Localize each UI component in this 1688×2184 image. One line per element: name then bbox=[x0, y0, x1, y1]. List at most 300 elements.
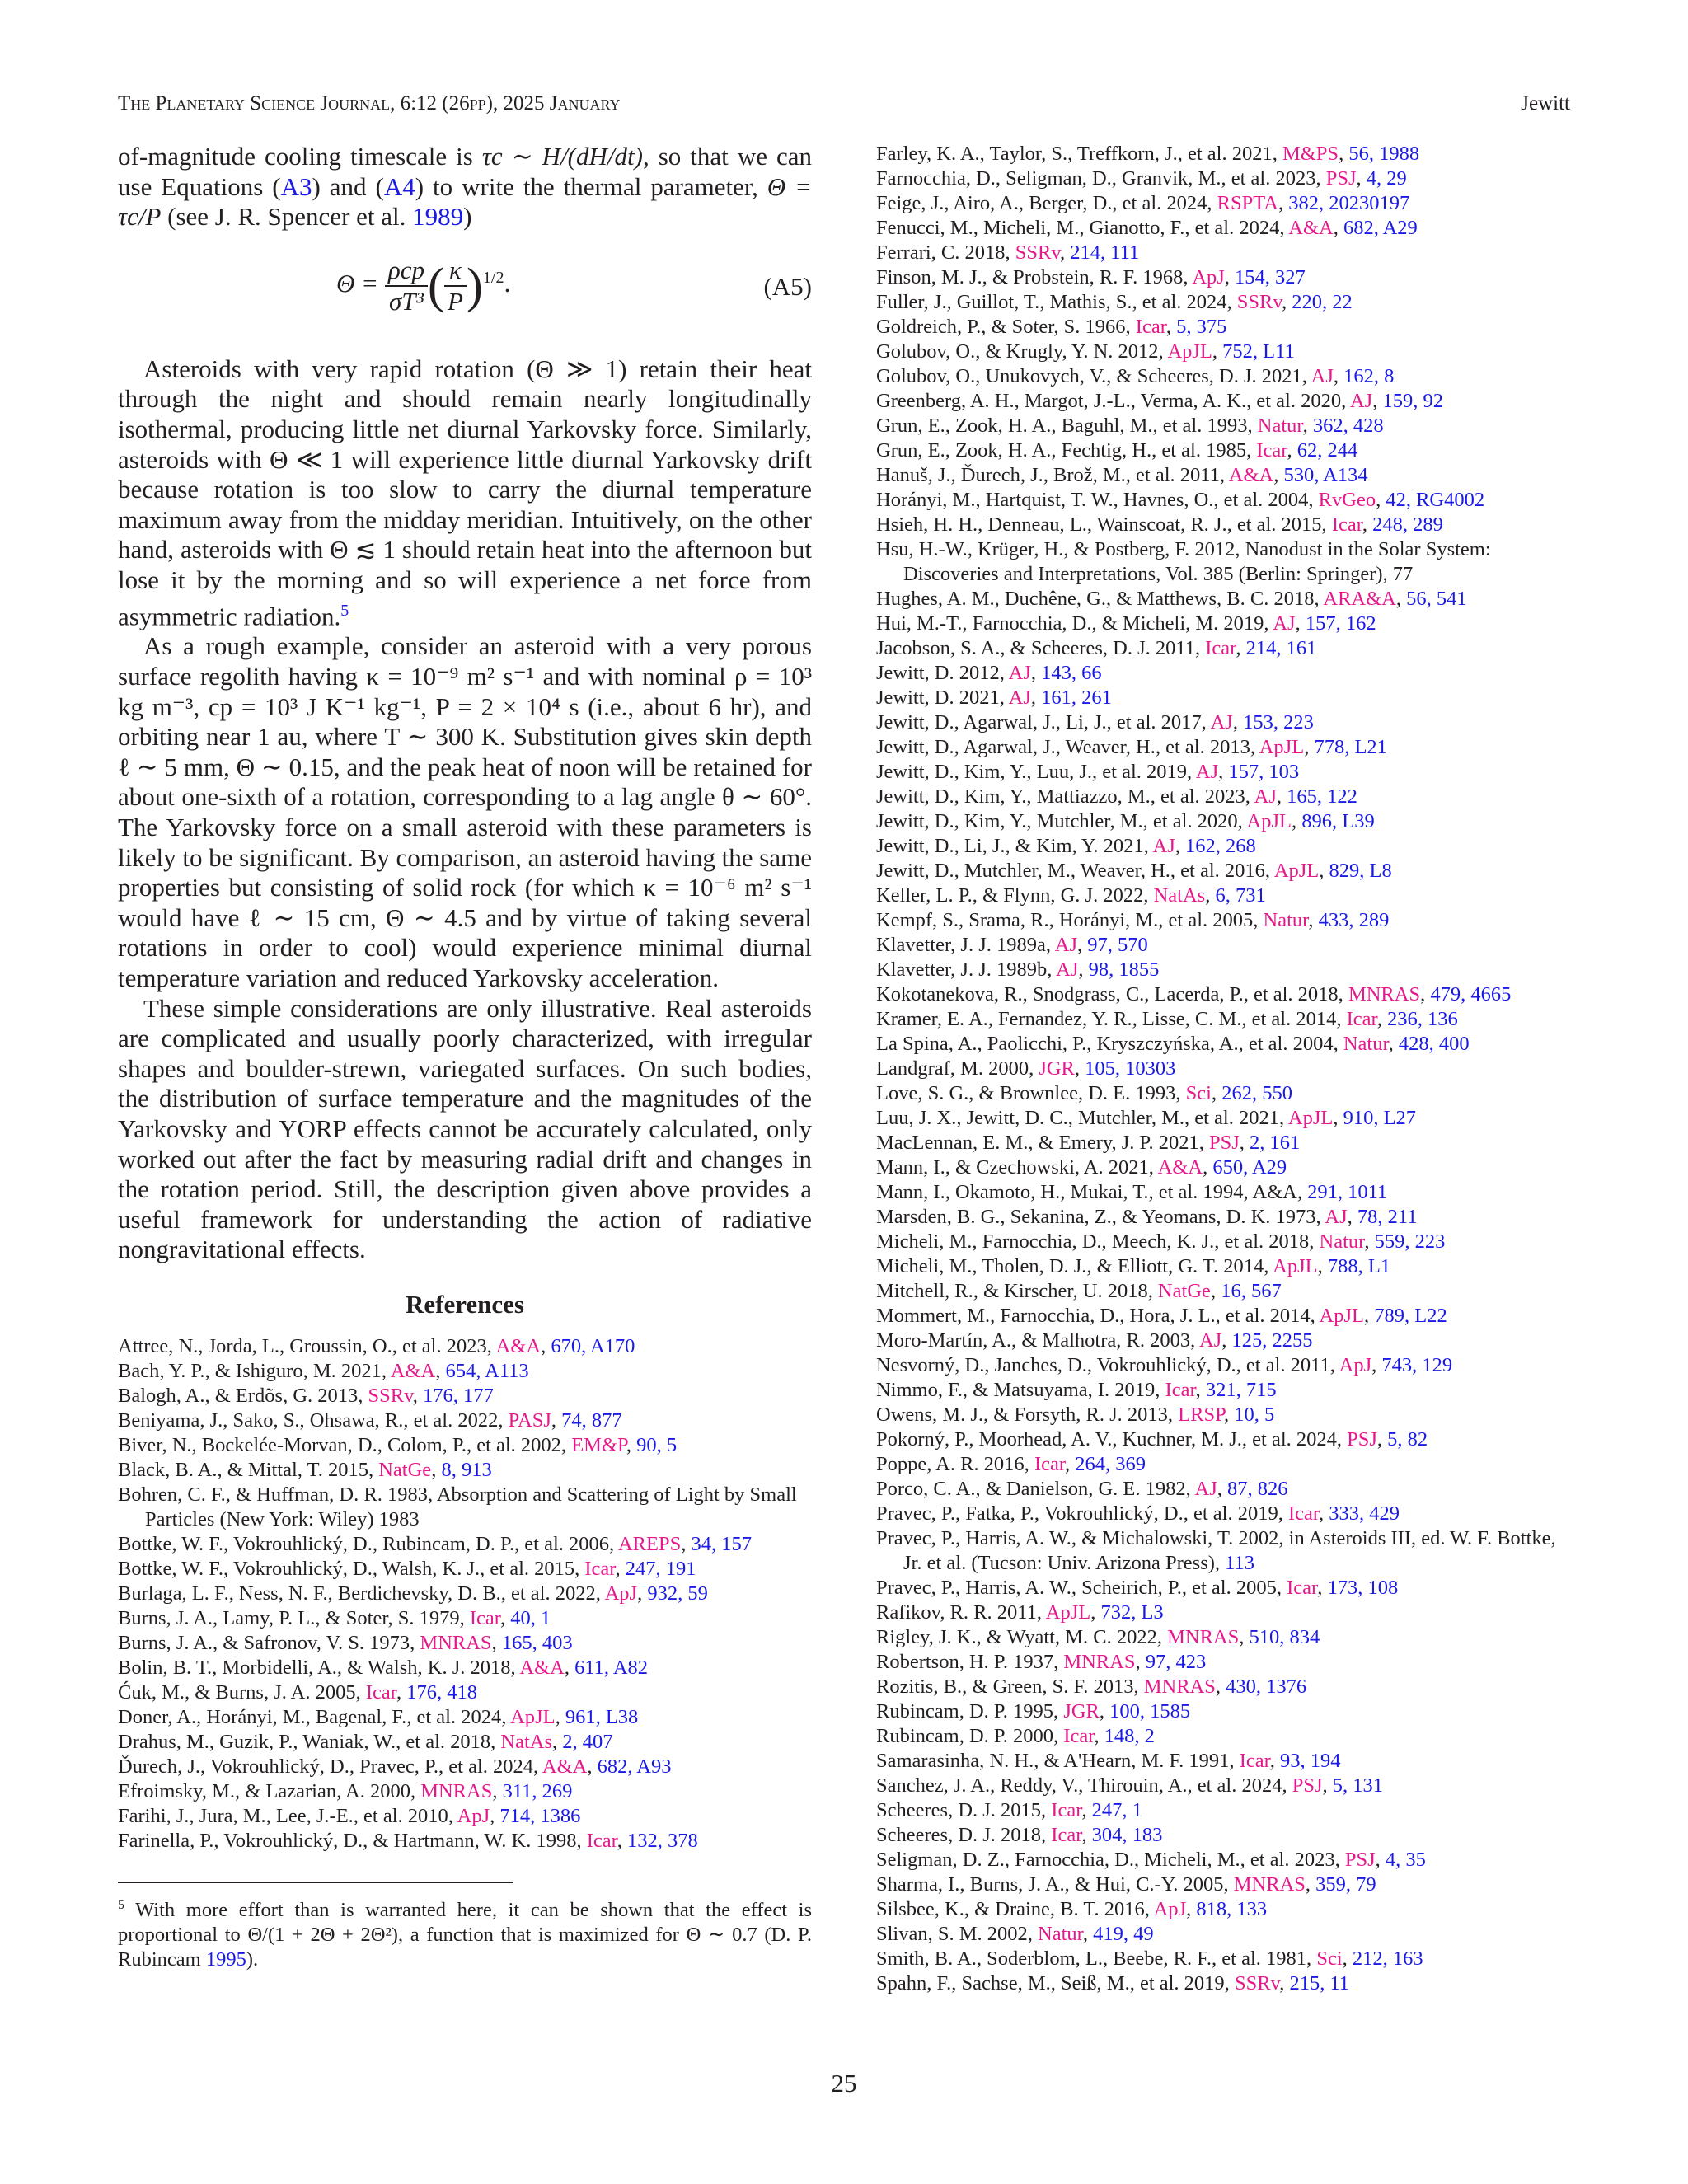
reference-authors: Love, S. G., & Brownlee, D. E. 1993, bbox=[876, 1082, 1186, 1104]
reference-entry: Rafikov, R. R. 2011, ApJL, 732, L3 bbox=[876, 1601, 1164, 1624]
reference-entry: Samarasinha, N. H., & A'Hearn, M. F. 1991, Icar, 93, 194 bbox=[876, 1750, 1341, 1772]
reference-journal-link[interactable]: M&PS bbox=[1282, 143, 1339, 165]
reference-volume-link[interactable]: 896, L39 bbox=[1301, 810, 1375, 832]
reference-journal-link[interactable]: ApJ bbox=[1153, 1898, 1187, 1920]
reference-volume-link[interactable]: 212, 163 bbox=[1352, 1947, 1423, 1970]
reference-volume-link[interactable]: 173, 108 bbox=[1327, 1577, 1399, 1599]
reference-entry: Jewitt, D. 2021, AJ, 161, 261 bbox=[876, 687, 1112, 709]
reference-entry bbox=[118, 1483, 812, 1532]
reference-journal-link[interactable]: Sci bbox=[1316, 1947, 1343, 1970]
reference-entry: Jewitt, D., Kim, Y., Mutchler, M., et al. 2020, ApJL, 896, L39 bbox=[876, 810, 1375, 832]
reference-authors: Hsu, H.-W., Krüger, H., & Postberg, F. 2012, Nanodust in the Solar System: Discoveries and Interpretations, Vol. 385 (Berlin: Springer), 77 bbox=[876, 538, 1491, 585]
reference-journal-link[interactable]: Natur bbox=[1343, 1033, 1389, 1055]
reference-authors: Efroimsky, M., & Lazarian, A. 2000, bbox=[118, 1779, 421, 1802]
reference-authors: Jewitt, D., Kim, Y., Luu, J., et al. 2019, bbox=[876, 761, 1196, 783]
reference-authors: Kramer, E. A., Fernandez, Y. R., Lisse, C. M., et al. 2014, bbox=[876, 1008, 1347, 1030]
reference-entry: Kokotanekova, R., Snodgrass, C., Lacerda, P., et al. 2018, MNRAS, 479, 4665 bbox=[876, 983, 1512, 1005]
reference-authors: Jewitt, D., Kim, Y., Mutchler, M., et al. 2020, bbox=[876, 810, 1247, 832]
reference-authors: Jewitt, D., Li, J., & Kim, Y. 2021, bbox=[876, 835, 1153, 857]
reference-journal-link[interactable]: NatAs bbox=[500, 1730, 553, 1753]
reference-volume-link[interactable]: 479, 4665 bbox=[1430, 983, 1512, 1005]
equation-link-a3[interactable]: A3 bbox=[280, 171, 312, 201]
reference-authors: Farnocchia, D., Seligman, D., Granvik, M., et al. 2023, bbox=[876, 167, 1326, 190]
equation-a5 bbox=[118, 239, 812, 346]
reference-volume-link[interactable]: 248, 289 bbox=[1372, 513, 1443, 536]
reference-entry: Jewitt, D. 2012, AJ, 143, 66 bbox=[876, 662, 1102, 684]
reference-journal-link[interactable]: Icar bbox=[365, 1680, 396, 1704]
reference-entry: Farley, K. A., Taylor, S., Treffkorn, J., et al. 2021, M&PS, 56, 1988 bbox=[876, 143, 1420, 165]
reference-journal-link[interactable]: AREPS bbox=[617, 1532, 682, 1555]
reference-entry: Micheli, M., Farnocchia, D., Meech, K. J., et al. 2018, Natur, 559, 223 bbox=[876, 1230, 1446, 1253]
reference-authors: Black, B. A., & Mittal, T. 2015, bbox=[118, 1458, 379, 1481]
reference-volume-link[interactable]: 148, 2 bbox=[1104, 1725, 1155, 1747]
reference-volume-link[interactable]: 8, 913 bbox=[441, 1458, 492, 1481]
right-column bbox=[876, 142, 1570, 1996]
reference-entry: Moro-Martín, A., & Malhotra, R. 2003, AJ, 125, 2255 bbox=[876, 1329, 1313, 1352]
fraction-kappa-p: $\frac{\kappa}{P}$ bbox=[444, 255, 467, 316]
reference-volume-link[interactable]: 654, A113 bbox=[445, 1359, 529, 1382]
reference-volume-link[interactable]: 433, 289 bbox=[1318, 909, 1390, 931]
reference-authors: Moro-Martín, A., & Malhotra, R. 2003, bbox=[876, 1329, 1199, 1352]
reference-authors: Rubincam, D. P. 2000, bbox=[876, 1725, 1064, 1747]
reference-volume-link[interactable]: 359, 79 bbox=[1315, 1873, 1376, 1896]
reference-volume-link[interactable]: 510, 834 bbox=[1249, 1626, 1320, 1648]
paragraph-considerations: These simple considerations are only illustrative. Real asteroids are complicated and usually poorly characterized, with irregular shapes and boulder-strewn, variegated surfaces. On such bodies, the distribution of surface temperature and the magnitudes of the Yarkovsky and YORP effects cannot be accurately calculated, only worked out after the fact by measuring radial drift and changes in the rotation period. Still, the description given above provides a useful framework for understanding the action of radiative nongravitational effects. bbox=[118, 993, 812, 1264]
reference-journal-link[interactable]: A&A bbox=[495, 1334, 542, 1357]
reference-authors: Golubov, O., Unukovych, V., & Scheeres, D. J. 2021, bbox=[876, 365, 1311, 387]
reference-journal-link[interactable]: MNRAS bbox=[1167, 1626, 1240, 1648]
reference-journal-link[interactable]: JGR bbox=[1063, 1700, 1100, 1722]
reference-journal-link[interactable]: AJ bbox=[1008, 662, 1031, 684]
reference-volume-link[interactable]: 176, 418 bbox=[406, 1680, 477, 1704]
reference-volume-link[interactable]: 161, 261 bbox=[1041, 687, 1112, 709]
reference-journal-link[interactable]: A&A bbox=[390, 1359, 436, 1382]
reference-entry: Kramer, E. A., Fernandez, Y. R., Lisse, C. M., et al. 2014, Icar, 236, 136 bbox=[876, 1008, 1458, 1030]
reference-volume-link[interactable]: 157, 162 bbox=[1305, 612, 1376, 635]
reference-authors: Silsbee, K., & Draine, B. T. 2016, bbox=[876, 1898, 1154, 1920]
reference-authors: Bottke, W. F., Vokrouhlický, D., Walsh, K. J., et al. 2015, bbox=[118, 1557, 585, 1580]
reference-volume-link[interactable]: 74, 877 bbox=[561, 1408, 622, 1432]
reference-journal-link[interactable]: ApJ bbox=[457, 1804, 490, 1827]
reference-authors: Landgraf, M. 2000, bbox=[876, 1057, 1039, 1080]
reference-volume-link[interactable]: 214, 161 bbox=[1245, 637, 1317, 659]
reference-entry: Feige, J., Airo, A., Berger, D., et al. 2024, RSPTA, 382, 20230197 bbox=[876, 192, 1410, 214]
reference-volume-link[interactable]: 291, 1011 bbox=[1307, 1181, 1388, 1203]
reference-volume-link[interactable]: 154, 327 bbox=[1235, 266, 1306, 288]
reference-journal-link[interactable]: Natur bbox=[1319, 1230, 1365, 1253]
reference-journal-link[interactable]: SSRv bbox=[1234, 1972, 1280, 1994]
reference-volume-link[interactable]: 162, 8 bbox=[1343, 365, 1395, 387]
reference-journal-link[interactable]: PASJ bbox=[508, 1408, 551, 1432]
reference-authors: Pravec, P., Harris, A. W., & Michalowski, T. 2002, in Asteroids III, ed. W. F. Bottke, Jr. et al. (Tucson: Univ. Arizona Press), bbox=[876, 1527, 1556, 1574]
reference-journal-link[interactable]: Icar bbox=[1135, 316, 1166, 338]
reference-authors: Bach, Y. P., & Ishiguro, M. 2021, bbox=[118, 1359, 391, 1382]
reference-authors: Samarasinha, N. H., & A'Hearn, M. F. 1991, bbox=[876, 1750, 1240, 1772]
reference-entry: Mann, I., & Czechowski, A. 2021, A&A, 650, A29 bbox=[876, 1156, 1287, 1179]
reference-volume-link[interactable]: 153, 223 bbox=[1243, 711, 1314, 733]
reference-entry: Seligman, D. Z., Farnocchia, D., Micheli, M., et al. 2023, PSJ, 4, 35 bbox=[876, 1849, 1426, 1871]
reference-journal-link[interactable]: MNRAS bbox=[420, 1631, 492, 1654]
reference-journal-link[interactable]: MNRAS bbox=[1143, 1675, 1216, 1698]
reference-journal-link[interactable]: ApJL bbox=[1273, 860, 1320, 882]
reference-volume-link[interactable]: 714, 1386 bbox=[499, 1804, 581, 1827]
reference-journal-link[interactable]: A&A bbox=[519, 1656, 565, 1679]
reference-journal-link[interactable]: NatAs bbox=[1153, 884, 1206, 907]
reference-journal-link[interactable]: Icar bbox=[584, 1557, 616, 1580]
reference-journal-link[interactable]: MNRAS bbox=[420, 1779, 493, 1802]
reference-journal-link[interactable]: AJ bbox=[1349, 390, 1373, 412]
reference-authors: Burlaga, L. F., Ness, N. F., Berdichevsky, D. B., et al. 2022, bbox=[118, 1582, 605, 1605]
reference-volume-link[interactable]: 97, 423 bbox=[1145, 1651, 1207, 1673]
reference-volume-link[interactable]: 304, 183 bbox=[1091, 1824, 1163, 1846]
reference-journal-link[interactable]: AJ bbox=[1008, 687, 1031, 709]
reference-entry: Silsbee, K., & Draine, B. T. 2016, ApJ, 818, 133 bbox=[876, 1898, 1268, 1920]
reference-journal-link[interactable]: AJ bbox=[1311, 365, 1334, 387]
reference-volume-link[interactable]: 87, 826 bbox=[1227, 1478, 1288, 1500]
reference-journal-link[interactable]: LRSP bbox=[1178, 1404, 1225, 1426]
reference-authors: Beniyama, J., Sako, S., Ohsawa, R., et al. 2022, bbox=[118, 1408, 509, 1432]
reference-journal-link[interactable]: PSJ bbox=[1347, 1428, 1377, 1451]
reference-entry: Bach, Y. P., & Ishiguro, M. 2021, A&A, 654, A113 bbox=[118, 1359, 529, 1382]
reference-volume-link[interactable]: 165, 403 bbox=[501, 1631, 573, 1654]
reference-entry: Rozitis, B., & Green, S. F. 2013, MNRAS, 430, 1376 bbox=[876, 1675, 1307, 1698]
reference-authors: Greenberg, A. H., Margot, J.-L., Verma, A. K., et al. 2020, bbox=[876, 390, 1350, 412]
reference-authors: Sharma, I., Burns, J. A., & Hui, C.-Y. 2005, bbox=[876, 1873, 1234, 1896]
reference-authors: Farinella, P., Vokrouhlický, D., & Hartmann, W. K. 1998, bbox=[118, 1829, 587, 1852]
reference-authors: Hsieh, H. H., Denneau, L., Wainscoat, R. J., et al. 2015, bbox=[876, 513, 1332, 536]
reference-volume-link[interactable]: 236, 136 bbox=[1386, 1008, 1458, 1030]
reference-volume-link[interactable]: 93, 194 bbox=[1280, 1750, 1341, 1772]
reference-volume-link[interactable]: 176, 177 bbox=[423, 1384, 494, 1407]
reference-entry: Finson, M. J., & Probstein, R. F. 1968, ApJ, 154, 327 bbox=[876, 266, 1306, 288]
reference-volume-link[interactable]: 932, 59 bbox=[647, 1582, 708, 1605]
reference-journal-link[interactable]: ApJL bbox=[1273, 1255, 1318, 1277]
reference-volume-link[interactable]: 16, 567 bbox=[1221, 1280, 1282, 1302]
reference-volume-link[interactable]: 56, 541 bbox=[1406, 588, 1467, 610]
reference-authors: Hanuš, J., Ďurech, J., Brož, M., et al. 2011, bbox=[876, 464, 1229, 486]
reference-authors: Sanchez, J. A., Reddy, V., Thirouin, A., et al. 2024, bbox=[876, 1774, 1292, 1797]
reference-journal-link[interactable]: Icar bbox=[1051, 1824, 1082, 1846]
reference-authors: Rubincam, D. P. 1995, bbox=[876, 1700, 1064, 1722]
reference-authors: Rigley, J. K., & Wyatt, M. C. 2022, bbox=[876, 1626, 1168, 1648]
reference-entry bbox=[876, 1180, 1570, 1205]
reference-volume-link[interactable]: 333, 429 bbox=[1329, 1502, 1400, 1525]
reference-entry: Smith, B. A., Soderblom, L., Beebe, R. F., et al. 1981, Sci, 212, 163 bbox=[876, 1947, 1423, 1970]
reference-authors: Burns, J. A., & Safronov, V. S. 1973, bbox=[118, 1631, 420, 1654]
reference-journal-link[interactable]: Icar bbox=[1205, 637, 1236, 659]
reference-authors: Jewitt, D., Mutchler, M., Weaver, H., et al. 2016, bbox=[876, 860, 1274, 882]
reference-volume-link[interactable]: 90, 5 bbox=[636, 1433, 678, 1456]
reference-entry bbox=[876, 1526, 1570, 1576]
reference-entry: Bottke, W. F., Vokrouhlický, D., Rubincam, D. P., et al. 2006, AREPS, 34, 157 bbox=[118, 1532, 752, 1555]
reference-authors: Spahn, F., Sachse, M., Seiß, M., et al. 2019, bbox=[876, 1972, 1235, 1994]
reference-journal-link[interactable]: Icar bbox=[1346, 1008, 1377, 1030]
reference-authors: Ďurech, J., Vokrouhlický, D., Pravec, P., et al. 2024, bbox=[118, 1755, 542, 1778]
reference-authors: MacLennan, E. M., & Emery, J. P. 2021, bbox=[876, 1132, 1209, 1154]
reference-volume-link[interactable]: 220, 22 bbox=[1292, 291, 1353, 313]
reference-journal-link[interactable]: ApJL bbox=[1246, 810, 1292, 832]
reference-authors: Feige, J., Airo, A., Berger, D., et al. 2024, bbox=[876, 192, 1217, 214]
reference-entry: Burlaga, L. F., Ness, N. F., Berdichevsky, D. B., et al. 2022, ApJ, 932, 59 bbox=[118, 1582, 708, 1605]
reference-volume-link[interactable]: 4, 35 bbox=[1385, 1849, 1426, 1871]
reference-entry: Ferrari, C. 2018, SSRv, 214, 111 bbox=[876, 241, 1140, 264]
reference-entry: Owens, M. J., & Forsyth, R. J. 2013, LRSP, 10, 5 bbox=[876, 1404, 1275, 1426]
reference-journal-link[interactable]: PSJ bbox=[1325, 167, 1357, 190]
reference-volume-link[interactable]: 732, L3 bbox=[1100, 1601, 1164, 1624]
reference-entry: Efroimsky, M., & Lazarian, A. 2000, MNRAS, 311, 269 bbox=[118, 1779, 573, 1802]
reference-journal-link[interactable]: Icar bbox=[1287, 1577, 1318, 1599]
reference-journal-link[interactable]: SSRv bbox=[1236, 291, 1282, 313]
reference-authors: Jewitt, D. 2012, bbox=[876, 662, 1009, 684]
reference-volume-link[interactable]: 159, 92 bbox=[1382, 390, 1443, 412]
reference-volume-link[interactable]: 5, 375 bbox=[1176, 316, 1227, 338]
tau-expression: τc ∼ H/(dH/dt) bbox=[481, 142, 643, 171]
reference-volume-link[interactable]: 778, L21 bbox=[1314, 736, 1387, 758]
reference-journal-link[interactable]: MNRAS bbox=[1348, 983, 1421, 1005]
reference-volume-link[interactable]: 132, 378 bbox=[627, 1829, 698, 1852]
reference-entry: La Spina, A., Paolicchi, P., Kryszczyńska, A., et al. 2004, Natur, 428, 400 bbox=[876, 1033, 1470, 1055]
reference-journal-link[interactable]: A&A bbox=[1288, 217, 1334, 239]
reference-authors: Goldreich, P., & Soter, S. 1966, bbox=[876, 316, 1136, 338]
reference-authors: Bottke, W. F., Vokrouhlický, D., Rubincam, D. P., et al. 2006, bbox=[118, 1532, 618, 1555]
reference-journal-link[interactable]: ApJL bbox=[1045, 1601, 1091, 1624]
reference-journal-link[interactable]: ApJL bbox=[1167, 340, 1212, 363]
reference-entry: Burns, J. A., & Safronov, V. S. 1973, MNRAS, 165, 403 bbox=[118, 1631, 573, 1654]
reference-journal-link[interactable]: AJ bbox=[1056, 958, 1079, 981]
reference-volume-link[interactable]: 162, 268 bbox=[1185, 835, 1256, 857]
reference-volume-link[interactable]: 682, A93 bbox=[597, 1755, 672, 1778]
reference-journal-link[interactable]: MNRAS bbox=[1063, 1651, 1136, 1673]
footnote-mark: 5 bbox=[118, 1897, 124, 1912]
reference-volume-link[interactable]: 125, 2255 bbox=[1231, 1329, 1313, 1352]
equation-link-a4[interactable]: A4 bbox=[383, 171, 415, 201]
reference-authors: Jewitt, D., Agarwal, J., Li, J., et al. 2017, bbox=[876, 711, 1211, 733]
reference-volume-link[interactable]: 743, 129 bbox=[1381, 1354, 1453, 1376]
reference-entry: Slivan, S. M. 2002, Natur, 419, 49 bbox=[876, 1923, 1154, 1945]
reference-journal-link[interactable]: ApJL bbox=[1259, 736, 1305, 758]
reference-authors: Jewitt, D., Agarwal, J., Weaver, H., et al. 2013, bbox=[876, 736, 1259, 758]
reference-volume-link[interactable]: 247, 191 bbox=[625, 1557, 696, 1580]
reference-entry: Ďurech, J., Vokrouhlický, D., Pravec, P., et al. 2024, A&A, 682, A93 bbox=[118, 1755, 672, 1778]
reference-entry: Pokorný, P., Moorhead, A. V., Kuchner, M. J., et al. 2024, PSJ, 5, 82 bbox=[876, 1428, 1428, 1451]
reference-journal-link[interactable]: ApJ bbox=[604, 1582, 638, 1605]
reference-volume-link[interactable]: 530, A134 bbox=[1283, 464, 1368, 486]
reference-volume-link[interactable]: 419, 49 bbox=[1093, 1923, 1154, 1945]
reference-volume-link[interactable]: 157, 103 bbox=[1228, 761, 1300, 783]
reference-entry: Fenucci, M., Micheli, M., Gianotto, F., et al. 2024, A&A, 682, A29 bbox=[876, 217, 1418, 239]
reference-journal-link[interactable]: Icar bbox=[586, 1829, 617, 1852]
reference-volume-link[interactable]: 788, L1 bbox=[1327, 1255, 1391, 1277]
reference-journal-link[interactable]: EM&P bbox=[571, 1433, 626, 1456]
paragraph-rotation: Asteroids with very rapid rotation (Θ ≫ 1) retain their heat through the night and should remain nearly longitudinally isothermal, producing little net diurnal Yarkovsky force. Similarly, asteroids with Θ ≪ 1 will experience little diurnal Yarkovsky drift because rotation is too slow to carry the diurnal temperature maximum away from the midday meridian. Intuitively, on the other hand, asteroids with Θ ≲ 1 should retain heat into the afternoon but lose it by the morning and so will experience a net force from asymmetric radiation.$^5$ bbox=[118, 354, 812, 630]
reference-journal-link[interactable]: AJ bbox=[1195, 761, 1219, 783]
reference-volume-link[interactable]: 611, A82 bbox=[574, 1656, 649, 1679]
reference-volume-link[interactable]: 910, L27 bbox=[1343, 1107, 1417, 1129]
reference-volume-link[interactable]: 100, 1585 bbox=[1109, 1700, 1191, 1722]
reference-volume-link[interactable]: 113 bbox=[1225, 1552, 1255, 1574]
reference-volume-link[interactable]: 165, 122 bbox=[1287, 785, 1357, 808]
reference-journal-link[interactable]: AJ bbox=[1198, 1329, 1222, 1352]
reference-journal-link[interactable]: Icar bbox=[1034, 1453, 1066, 1475]
reference-entry: Hsieh, H. H., Denneau, L., Wainscoat, R. J., et al. 2015, Icar, 248, 289 bbox=[876, 513, 1443, 536]
reference-volume-link[interactable]: 42, RG4002 bbox=[1386, 489, 1485, 511]
reference-journal-link[interactable]: ApJ bbox=[1339, 1354, 1372, 1376]
reference-journal-link[interactable]: Natur bbox=[1038, 1923, 1083, 1945]
reference-journal-link[interactable]: Icar bbox=[1165, 1379, 1196, 1401]
reference-volume-link[interactable]: 818, 133 bbox=[1196, 1898, 1268, 1920]
reference-volume-link[interactable]: 428, 400 bbox=[1398, 1033, 1470, 1055]
reference-authors: Luu, J. X., Jewitt, D. C., Mutchler, M., et al. 2021, bbox=[876, 1107, 1288, 1129]
reference-journal-link[interactable]: ApJL bbox=[1319, 1305, 1364, 1327]
reference-authors: Klavetter, J. J. 1989b, bbox=[876, 958, 1057, 981]
reference-entry: Nesvorný, D., Janches, D., Vokrouhlický, D., et al. 2011, ApJ, 743, 129 bbox=[876, 1354, 1453, 1376]
reference-authors: Mann, I., & Czechowski, A. 2021, bbox=[876, 1156, 1158, 1179]
reference-journal-link[interactable]: PSJ bbox=[1208, 1132, 1240, 1154]
reference-journal-link[interactable]: AJ bbox=[1152, 835, 1175, 857]
reference-volume-link[interactable]: 789, L22 bbox=[1374, 1305, 1447, 1327]
equation-expression: Θ = $\frac{\text{ρcp}}{\text{σT³}}$ ( $\frac{\kappa}{P}$ )$^{1/2}$. bbox=[336, 255, 511, 316]
reference-volume-link[interactable]: 5, 131 bbox=[1332, 1774, 1384, 1797]
reference-volume-link[interactable]: 97, 570 bbox=[1087, 934, 1148, 956]
reference-journal-link[interactable]: RvGeo bbox=[1318, 489, 1376, 511]
reference-volume-link[interactable]: 961, L38 bbox=[565, 1705, 639, 1728]
reference-volume-link[interactable]: 430, 1376 bbox=[1226, 1675, 1307, 1698]
reference-volume-link[interactable]: 752, L11 bbox=[1222, 340, 1295, 363]
reference-volume-link[interactable]: 10, 5 bbox=[1234, 1404, 1275, 1426]
reference-journal-link[interactable]: PSJ bbox=[1344, 1849, 1376, 1871]
reference-journal-link[interactable]: Icar bbox=[1331, 513, 1362, 536]
reference-journal-link[interactable]: PSJ bbox=[1292, 1774, 1323, 1797]
reference-authors: Scheeres, D. J. 2018, bbox=[876, 1824, 1052, 1846]
reference-journal-link[interactable]: Icar bbox=[1256, 439, 1287, 462]
reference-journal-link[interactable]: AJ bbox=[1325, 1206, 1348, 1228]
reference-entry: MacLennan, E. M., & Emery, J. P. 2021, PSJ, 2, 161 bbox=[876, 1132, 1301, 1154]
reference-journal-link[interactable]: AJ bbox=[1054, 934, 1077, 956]
reference-entry: Nimmo, F., & Matsuyama, I. 2019, Icar, 321, 715 bbox=[876, 1379, 1277, 1401]
reference-entry: Rigley, J. K., & Wyatt, M. C. 2022, MNRAS, 510, 834 bbox=[876, 1626, 1320, 1648]
reference-entry: Jewitt, D., Agarwal, J., Li, J., et al. 2017, AJ, 153, 223 bbox=[876, 711, 1314, 733]
reference-journal-link[interactable]: SSRv bbox=[1015, 241, 1061, 264]
reference-entry: Rubincam, D. P. 1995, JGR, 100, 1585 bbox=[876, 1700, 1191, 1722]
reference-volume-link[interactable]: 78, 211 bbox=[1357, 1206, 1418, 1228]
reference-authors: Drahus, M., Guzik, P., Waniak, W., et al. 2018, bbox=[118, 1730, 501, 1753]
reference-journal-link[interactable]: ApJL bbox=[510, 1705, 556, 1728]
reference-volume-link[interactable]: 311, 269 bbox=[502, 1779, 573, 1802]
reference-authors: Fenucci, M., Micheli, M., Gianotto, F., et al. 2024, bbox=[876, 217, 1289, 239]
reference-authors: Bolin, B. T., Morbidelli, A., & Walsh, K. J. 2018, bbox=[118, 1656, 520, 1679]
reference-volume-link[interactable]: 5, 82 bbox=[1387, 1428, 1428, 1451]
citation-spencer-1989[interactable]: 1989 bbox=[412, 202, 464, 232]
reference-volume-link[interactable]: 670, A170 bbox=[551, 1334, 635, 1357]
reference-volume-link[interactable]: 650, A29 bbox=[1212, 1156, 1287, 1179]
reference-entry: Hughes, A. M., Duchêne, G., & Matthews, B. C. 2018, ARA&A, 56, 541 bbox=[876, 588, 1467, 610]
journal-header: The Planetary Science Journal, 6:12 (26pp), 2025 January bbox=[118, 92, 621, 115]
reference-journal-link[interactable]: NatGe bbox=[378, 1458, 432, 1481]
reference-volume-link[interactable]: 264, 369 bbox=[1075, 1453, 1146, 1475]
reference-entry: Jewitt, D., Kim, Y., Luu, J., et al. 2019, AJ, 157, 103 bbox=[876, 761, 1300, 783]
reference-journal-link[interactable]: Icar bbox=[1063, 1725, 1095, 1747]
footnote-link-5[interactable]: 5 bbox=[340, 601, 349, 620]
reference-entry: Kempf, S., Srama, R., Horányi, M., et al. 2005, Natur, 433, 289 bbox=[876, 909, 1390, 931]
reference-authors: Attree, N., Jorda, L., Groussin, O., et al. 2023, bbox=[118, 1334, 496, 1357]
reference-volume-link[interactable]: 4, 29 bbox=[1366, 167, 1407, 190]
reference-entry: Burns, J. A., Lamy, P. L., & Soter, S. 1979, Icar, 40, 1 bbox=[118, 1606, 551, 1629]
reference-volume-link[interactable]: 215, 11 bbox=[1289, 1972, 1350, 1994]
citation-rubincam-1995[interactable]: 1995 bbox=[205, 1948, 246, 1971]
reference-volume-link[interactable]: 62, 244 bbox=[1296, 439, 1358, 462]
reference-volume-link[interactable]: 321, 715 bbox=[1205, 1379, 1277, 1401]
reference-journal-link[interactable]: AJ bbox=[1273, 612, 1296, 635]
reference-volume-link[interactable]: 2, 161 bbox=[1250, 1132, 1301, 1154]
reference-journal-link[interactable]: A&A bbox=[542, 1755, 588, 1778]
reference-journal-link[interactable]: AJ bbox=[1254, 785, 1277, 808]
reference-volume-link[interactable]: 247, 1 bbox=[1091, 1799, 1142, 1821]
reference-journal-link[interactable]: Natur bbox=[1257, 415, 1303, 437]
reference-journal-link[interactable]: AJ bbox=[1194, 1478, 1217, 1500]
reference-journal-link[interactable]: Icar bbox=[1239, 1750, 1270, 1772]
reference-authors: Doner, A., Horányi, M., Bagenal, F., et al. 2024, bbox=[118, 1705, 511, 1728]
reference-journal-link[interactable]: Icar bbox=[469, 1606, 500, 1629]
reference-volume-link[interactable]: 262, 550 bbox=[1221, 1082, 1292, 1104]
reference-authors: Nesvorný, D., Janches, D., Vokrouhlický, D., et al. 2011, bbox=[876, 1354, 1339, 1376]
references-list-left bbox=[118, 1334, 812, 1854]
reference-volume-link[interactable]: 105, 10303 bbox=[1085, 1057, 1176, 1080]
reference-volume-link[interactable]: 143, 66 bbox=[1041, 662, 1102, 684]
reference-authors: Slivan, S. M. 2002, bbox=[876, 1923, 1039, 1945]
reference-volume-link[interactable]: 40, 1 bbox=[510, 1606, 551, 1629]
reference-journal-link[interactable]: AJ bbox=[1210, 711, 1233, 733]
reference-entry: Greenberg, A. H., Margot, J.-L., Verma, A. K., et al. 2020, AJ, 159, 92 bbox=[876, 390, 1443, 412]
reference-journal-link[interactable]: JGR bbox=[1039, 1057, 1075, 1080]
reference-authors: Hughes, A. M., Duchêne, G., & Matthews, B. C. 2018, bbox=[876, 588, 1324, 610]
reference-journal-link[interactable]: ARA&A bbox=[1323, 588, 1396, 610]
reference-journal-link[interactable]: Sci bbox=[1185, 1082, 1212, 1104]
reference-volume-link[interactable]: 682, A29 bbox=[1343, 217, 1418, 239]
reference-entry: Luu, J. X., Jewitt, D. C., Mutchler, M., et al. 2021, ApJL, 910, L27 bbox=[876, 1107, 1417, 1129]
reference-authors: Micheli, M., Tholen, D. J., & Elliott, G. T. 2014, bbox=[876, 1255, 1273, 1277]
reference-volume-link[interactable]: 34, 157 bbox=[691, 1532, 752, 1555]
reference-entry: Doner, A., Horányi, M., Bagenal, F., et al. 2024, ApJL, 961, L38 bbox=[118, 1705, 639, 1728]
reference-volume-link[interactable]: 98, 1855 bbox=[1088, 958, 1160, 981]
reference-journal-link[interactable]: A&A bbox=[1157, 1156, 1203, 1179]
reference-authors: Nimmo, F., & Matsuyama, I. 2019, bbox=[876, 1379, 1165, 1401]
reference-volume-link[interactable]: 829, L8 bbox=[1329, 860, 1392, 882]
reference-volume-link[interactable]: 362, 428 bbox=[1312, 415, 1384, 437]
reference-journal-link[interactable]: RSPTA bbox=[1217, 192, 1278, 214]
reference-journal-link[interactable]: ApJ bbox=[1192, 266, 1225, 288]
reference-volume-link[interactable]: 382, 20230197 bbox=[1288, 192, 1410, 214]
reference-journal-link[interactable]: Icar bbox=[1287, 1502, 1320, 1525]
reference-entry: Ćuk, M., & Burns, J. A. 2005, Icar, 176, 418 bbox=[118, 1680, 477, 1704]
reference-journal-link[interactable]: Icar bbox=[1051, 1799, 1082, 1821]
reference-volume-link[interactable]: 214, 111 bbox=[1070, 241, 1140, 264]
reference-journal-link[interactable]: ApJL bbox=[1287, 1107, 1334, 1129]
reference-authors: Poppe, A. R. 2016, bbox=[876, 1453, 1034, 1475]
reference-journal-link[interactable]: NatGe bbox=[1157, 1280, 1211, 1302]
reference-entry: Balogh, A., & Erdõs, G. 2013, SSRv, 176, 177 bbox=[118, 1384, 494, 1407]
reference-volume-link[interactable]: 559, 223 bbox=[1374, 1230, 1446, 1253]
reference-authors: Jacobson, S. A., & Scheeres, D. J. 2011, bbox=[876, 637, 1206, 659]
reference-volume-link[interactable]: 2, 407 bbox=[562, 1730, 613, 1753]
reference-journal-link[interactable]: Natur bbox=[1263, 909, 1309, 931]
reference-authors: Keller, L. P., & Flynn, G. J. 2022, bbox=[876, 884, 1154, 907]
reference-journal-link[interactable]: A&A bbox=[1228, 464, 1274, 486]
reference-volume-link[interactable]: 56, 1988 bbox=[1348, 143, 1420, 165]
reference-journal-link[interactable]: MNRAS bbox=[1233, 1873, 1306, 1896]
reference-volume-link[interactable]: 6, 731 bbox=[1215, 884, 1266, 907]
reference-journal-link[interactable]: SSRv bbox=[368, 1384, 413, 1407]
reference-authors: Farley, K. A., Taylor, S., Treffkorn, J., et al. 2021, bbox=[876, 143, 1282, 165]
